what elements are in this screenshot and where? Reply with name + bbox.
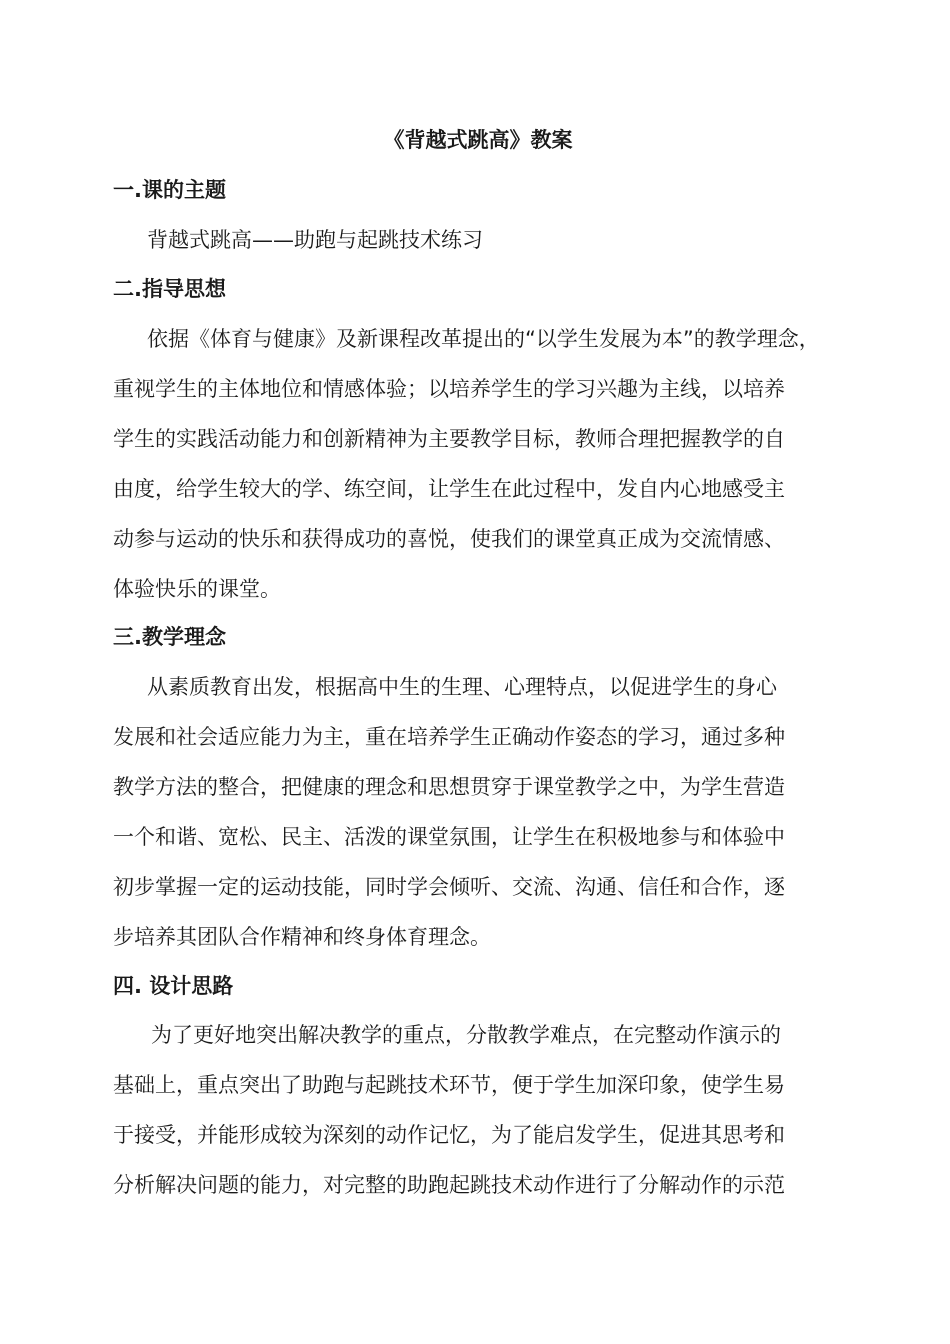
paragraph-line: 学生的实践活动能力和创新精神为主要教学目标，教师合理把握教学的自 [113,427,785,451]
section-body-topic [113,224,843,274]
paragraph-line: 依据《体育与健康》及新课程改革提出的“以学生发展为本”的教学理念， [147,327,820,351]
paragraph-line: 分析解决问题的能力，对完整的助跑起跳技术动作进行了分解动作的示范 [113,1173,785,1197]
paragraph-line: 一个和谐、宽松、民主、活泼的课堂氛围，让学生在积极地参与和体验中 [113,825,785,849]
section-heading-topic: 一.课的主题 [113,178,226,202]
section-heading-guiding-ideology: 二.指导思想 [113,277,226,301]
paragraph-line: 于接受，并能形成较为深刻的动作记忆，为了能启发学生，促进其思考和 [113,1123,785,1147]
paragraph-line: 初步掌握一定的运动技能，同时学会倾听、交流、沟通、信任和合作，逐 [113,875,785,899]
paragraph-line: 背越式跳高——助跑与起跳技术练习 [147,228,483,252]
section-body-guiding-ideology [113,323,843,623]
paragraph-line: 基础上，重点突出了助跑与起跳技术环节，便于学生加深印象，使学生易 [113,1073,785,1097]
paragraph-line: 发展和社会适应能力为主，重在培养学生正确动作姿态的学习，通过多种 [113,725,785,749]
paragraph-line: 重视学生的主体地位和情感体验；以培养学生的学习兴趣为主线，以培养 [113,377,785,401]
paragraph-line: 动参与运动的快乐和获得成功的喜悦，使我们的课堂真正成为交流情感、 [113,527,785,551]
section-heading-teaching-philosophy: 三.教学理念 [113,625,226,649]
document-title: 《背越式跳高》教案 [383,128,573,152]
paragraph-line: 从素质教育出发，根据高中生的生理、心理特点，以促进学生的身心 [147,675,777,699]
paragraph-line: 为了更好地突出解决教学的重点，分散教学难点，在完整动作演示的 [151,1023,781,1047]
paragraph-line: 教学方法的整合，把健康的理念和思想贯穿于课堂教学之中，为学生营造 [113,775,785,799]
paragraph-line: 由度，给学生较大的学、练空间，让学生在此过程中，发自内心地感受主 [113,477,785,501]
section-body-design-approach [113,1019,843,1219]
section-heading-design-approach: 四. 设计思路 [113,974,234,998]
paragraph-line: 体验快乐的课堂。 [113,577,281,601]
section-body-teaching-philosophy [113,671,843,971]
paragraph-line: 步培养其团队合作精神和终身体育理念。 [113,925,491,949]
